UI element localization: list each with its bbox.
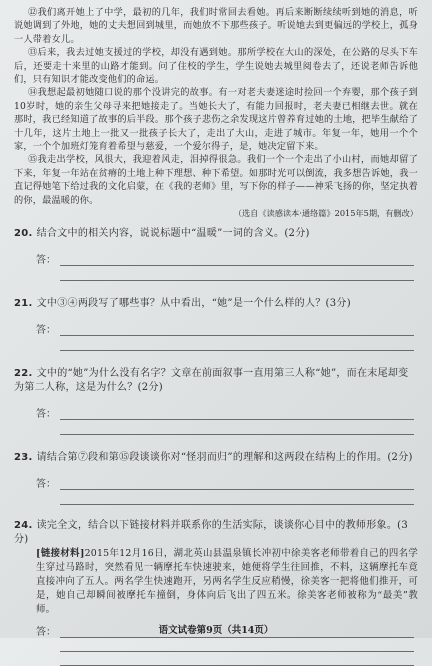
question-number: 21. — [14, 298, 33, 310]
question-24-text — [14, 519, 418, 547]
answer-line[interactable] — [60, 350, 414, 351]
answer-line[interactable] — [60, 253, 414, 266]
question-number: 20. — [14, 228, 33, 240]
question-number: 24. — [14, 520, 33, 532]
passage-paragraph-12: ⑫我们离开她上了中学，最初的几年，我们时常回去看她。再后来断断续续听到她的消息，听说她调到了外地，她的丈夫想回到城里，而她放不下那些孩子。听说她去到更偏远的学校上，孤身一人带着女儿。 — [14, 7, 418, 45]
question-23 — [14, 451, 418, 505]
answer-line[interactable] — [60, 477, 414, 490]
answer-label: 答： — [36, 479, 56, 491]
answer-label: 答： — [36, 627, 56, 639]
answer-line[interactable] — [60, 651, 414, 652]
link-material-text: 2015年12月16日，湖北英山县温泉镇长冲初中徐美客老师带着自己的四名学生穿过马路时，突然看见一辆摩托车快速驶来，她便将学生往回推，不料，这辆摩托车竟直接冲向了五人。两名学生快速跑开，另两名学生反应稍慢，徐美客一把将他们推开，可是，她自己却瞬间被摩托车撞倒，身体向后飞出了四五米。徐美客老师被称为“最美”教师。 — [36, 548, 418, 616]
question-prompt: 读完全文，结合以下链接材料并联系你的生活实际，谈谈你心目中的教师形象。(3分) — [14, 520, 408, 546]
question-21 — [14, 297, 418, 351]
question-21-text — [14, 297, 418, 311]
passage-paragraph-15: ⑮我走出学校，风很大，我迎着风走，泪掉得很急。我们一个一个走出了小山村，而她却留了下来，年复一年站在贫瘠的土地上种下理想、种下希望。如那时光可以倒流，我多想告诉她，我一直记得她笔下给过我的文化启蒙，在《我的老师》里，写下你的样子——神采飞扬的你，坚定执着的你，最温暖的你。 — [14, 154, 418, 206]
answer-field-23[interactable] — [36, 475, 418, 490]
question-20-text — [14, 227, 418, 241]
question-23-text — [14, 451, 418, 465]
passage-paragraph-14: ⑭我想起最初她随口说的那个没讲完的故事。有一对老夫妻迷途时捡回一个弃婴，那个孩子到10岁时，她的亲生父母寻来把她接走了。当她长大了，有能力回报时，老夫妻已相继去世。就在那时，我已经知道了故事的后半段。那个孩子悲伤之余发现这片曾养育过她的土地，把毕生献给了十几年，这片土地上一批又一批孩子长大了，走出了大山，走进了城市。年复一年，她用一个个家，一个个加班灯笼育着希望与慈爱，一个爱尔得子，是，她决定留下来。 — [14, 87, 418, 153]
passage-paragraph-13: ⑬后来，我去过她支援过的学校，却没有遇到她。那所学校在大山的深处，在公路的尽头下车后，还要走十来里的山路才能到。问了住校的学生，学生说她去城里阅卷去了，还说老师告诉他们，只有知识才能改变他们的命运。 — [14, 47, 418, 86]
answer-label: 答： — [36, 409, 56, 421]
answer-line[interactable] — [60, 407, 414, 420]
question-number: 23. — [14, 452, 33, 464]
answer-line[interactable] — [60, 280, 414, 281]
answer-line[interactable] — [60, 434, 414, 435]
question-prompt: 结合文中的相关内容，说说标题中“温暖”一词的含义。(2分) — [36, 228, 310, 240]
answer-line[interactable] — [60, 323, 414, 336]
question-number: 22. — [14, 368, 33, 380]
answer-field-21[interactable] — [36, 321, 418, 336]
answer-field-22[interactable] — [36, 405, 418, 420]
answer-label: 答： — [36, 255, 56, 267]
answer-label: 答： — [36, 325, 56, 337]
question-22-text — [14, 367, 418, 395]
answer-field-20[interactable] — [36, 251, 418, 266]
answer-line[interactable] — [60, 504, 414, 505]
question-prompt: 文中③④两段写了哪些事？从中看出，“她”是一个什么样的人？(3分) — [36, 298, 351, 310]
question-prompt: 文中的“她”为什么没有名字？文章在前面叙事一直用第三人称“她”，而在末尾却变为第二人称，这是为什么？(2分) — [14, 368, 409, 394]
question-20 — [14, 227, 418, 281]
link-material-title: [链接材料] — [36, 548, 85, 560]
passage-source: （选自《读感读本·通络篇》2015年5期，有删改） — [233, 208, 418, 219]
link-material — [36, 547, 418, 617]
question-24 — [14, 519, 418, 666]
page-footer: 语文试卷第9页（共14页） — [158, 625, 274, 636]
question-22 — [14, 367, 418, 435]
question-prompt: 请结合第⑦段和第⑮段谈谈你对“怪羽而归”的理解和这两段在结构上的作用。(2分) — [36, 452, 413, 464]
